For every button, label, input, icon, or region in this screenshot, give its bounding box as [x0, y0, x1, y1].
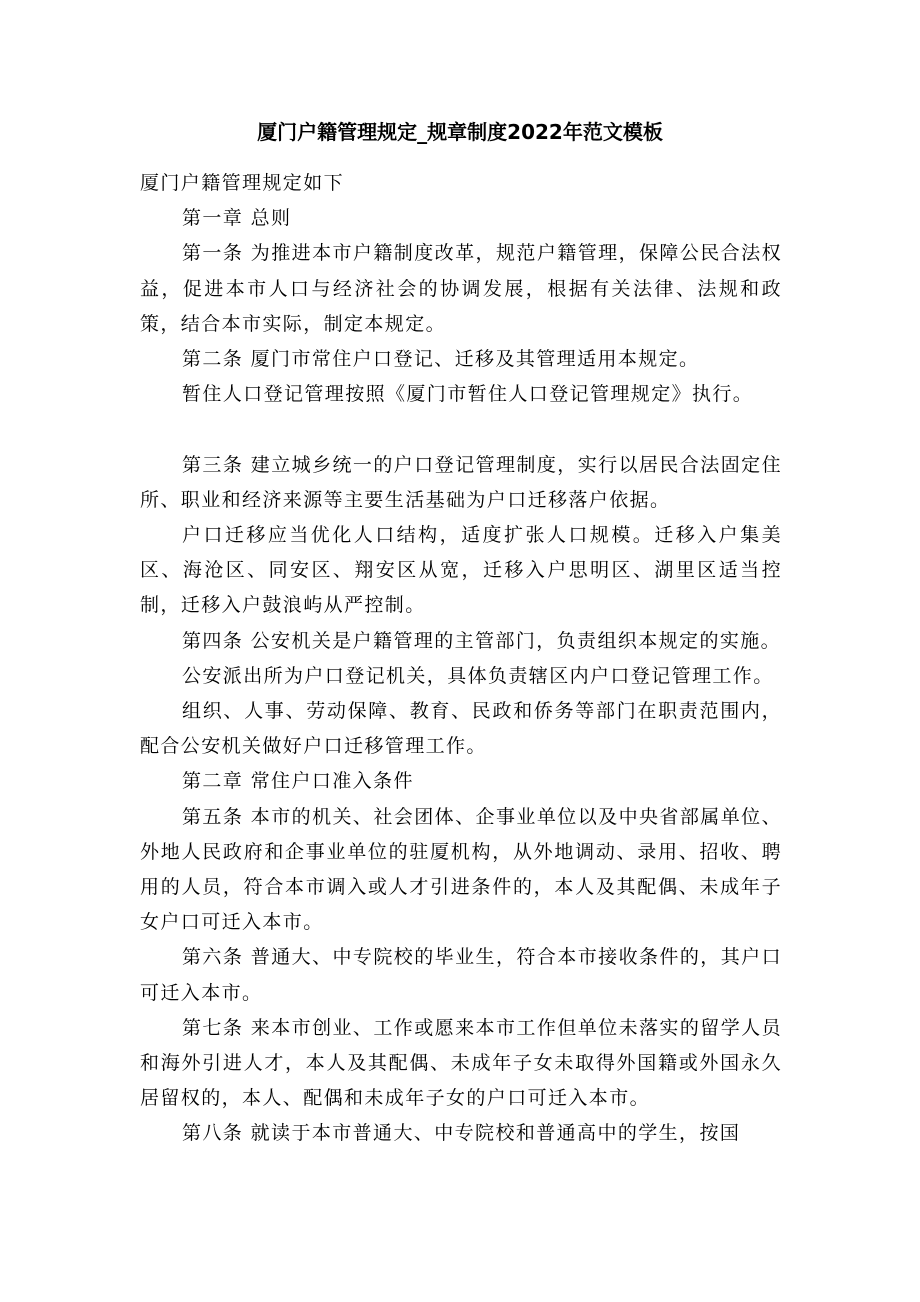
paragraph: 暂住人口登记管理按照《厦门市暂住人口登记管理规定》执行。 — [182, 383, 754, 406]
paragraph: 第三条 建立城乡统一的户口登记管理制度，实行以居民合法固定住所、职业和经济来源等主要生活基础为户口迁移落户依据。 — [140, 453, 782, 511]
paragraph: 公安派出所为户口登记机关，具体负责辖区内户口登记管理工作。 — [182, 664, 774, 687]
blank-line — [140, 412, 782, 447]
chapter-heading: 第一章 总则 — [182, 207, 292, 230]
intro-line: 厦门户籍管理规定如下 — [140, 172, 345, 194]
paragraph: 组织、人事、劳动保障、教育、民政和侨务等部门在职责范围内，配合公安机关做好户口迁移管理工作。 — [140, 700, 782, 758]
paragraph: 第二条 厦门市常住户口登记、迁移及其管理适用本规定。 — [182, 348, 700, 371]
paragraph: 第八条 就读于本市普通大、中专院校和普通高中的学生，按国 — [182, 1122, 741, 1145]
paragraph: 户口迁移应当优化人口结构，适度扩张人口规模。迁移入户集美区、海沧区、同安区、翔安区从宽，迁移入户思明区、湖里区适当控制，迁移入户鼓浪屿从严控制。 — [140, 524, 782, 617]
paragraph: 第四条 公安机关是户籍管理的主管部门，负责组织本规定的实施。 — [182, 629, 782, 652]
paragraph: 第五条 本市的机关、社会团体、企事业单位以及中央省部属单位、外地人民政府和企事业单位的驻厦机构，从外地调动、录用、招收、聘用的人员，符合本市调入或人才引进条件的，本人及其配偶、未成年子女户口可迁入本市。 — [140, 805, 782, 934]
paragraph: 第七条 来本市创业、工作或愿来本市工作但单位未落实的留学人员和海外引进人才，本人及其配偶、未成年子女未取得外国籍或外国永久居留权的，本人、配偶和未成年子女的户口可迁入本市。 — [140, 1016, 782, 1110]
paragraph: 第一条 为推进本市户籍制度改革，规范户籍管理，保障公民合法权益，促进本市人口与经济社会的协调发展，根据有关法律、法规和政策，结合本市实际，制定本规定。 — [140, 242, 782, 335]
document-title: 厦门户籍管理规定_规章制度2022年范文模板 — [257, 120, 663, 144]
paragraph: 第六条 普通大、中专院校的毕业生，符合本市接收条件的，其户口可迁入本市。 — [140, 946, 782, 1004]
chapter-heading: 第二章 常住户口准入条件 — [182, 770, 414, 793]
document-body — [140, 166, 782, 1152]
